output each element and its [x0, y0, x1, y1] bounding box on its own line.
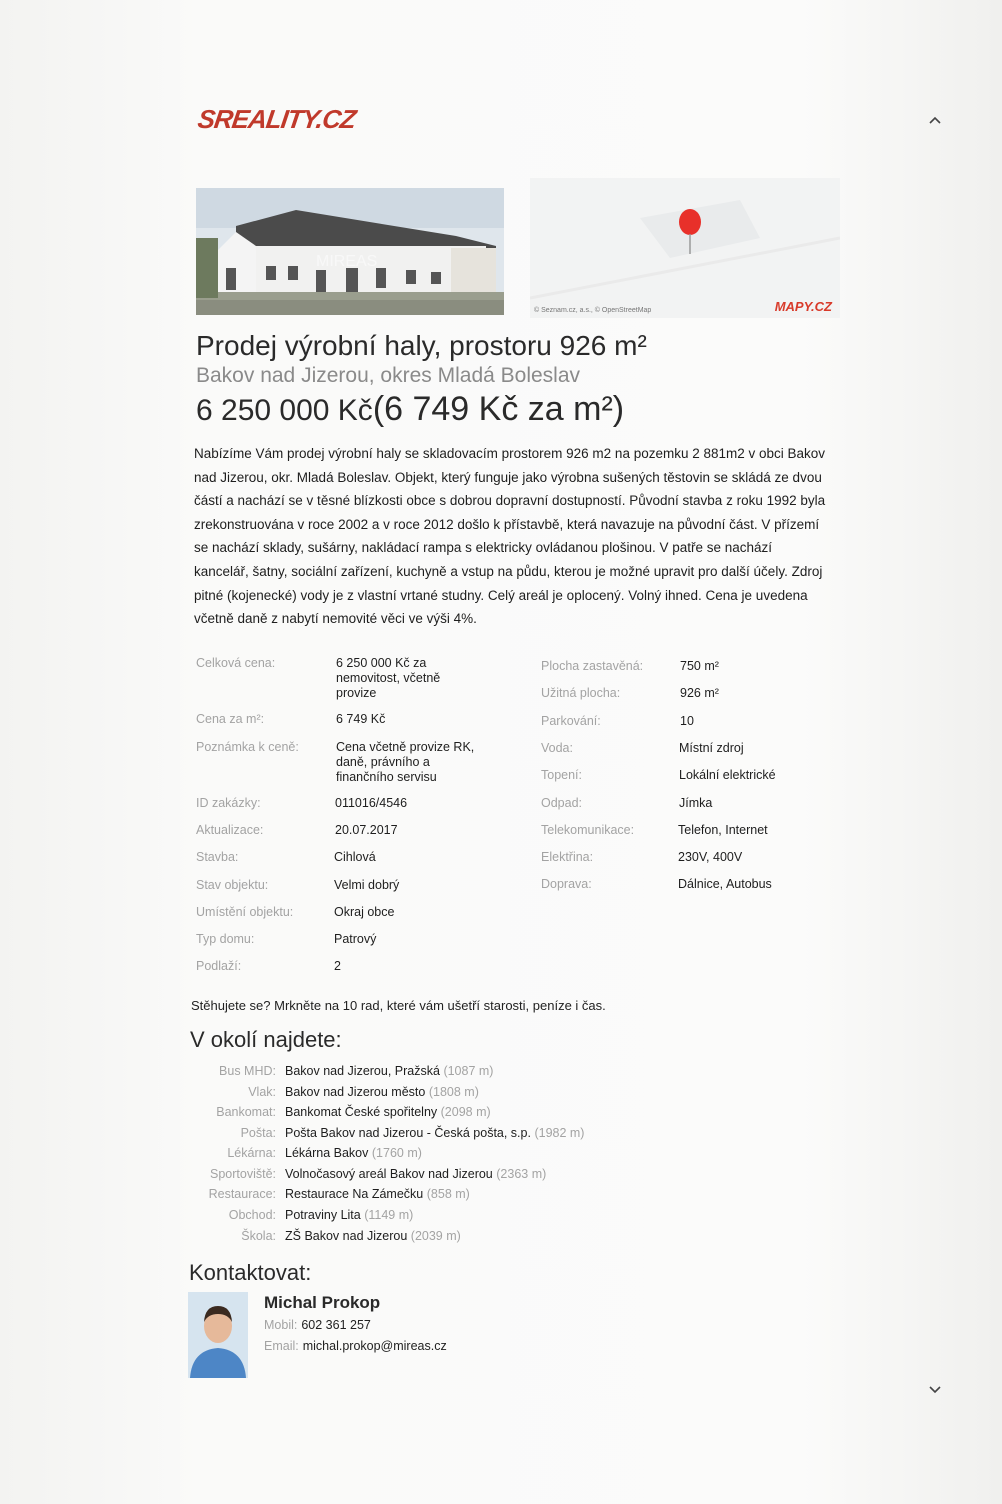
param-row	[541, 686, 719, 701]
nearby-distance: (2098 m)	[440, 1105, 491, 1119]
param-row	[196, 850, 376, 865]
param-row	[196, 656, 441, 700]
nearby-distance: (2039 m)	[410, 1229, 461, 1243]
param-row	[196, 959, 341, 974]
param-value: 2	[334, 959, 341, 973]
nearby-distance: (1087 m)	[443, 1064, 494, 1078]
param-value: Jímka	[679, 796, 713, 810]
email-link[interactable]: michal.prokop@mireas.cz	[302, 1339, 447, 1353]
chevron-up-icon[interactable]	[928, 112, 942, 128]
nearby-value: Bankomat České spořitelny	[285, 1105, 438, 1119]
nearby-label: Vlak:	[248, 1085, 276, 1099]
phone-number[interactable]: 602 361 257	[301, 1318, 371, 1332]
param-label: Cena za m²:	[196, 712, 265, 726]
param-label: Celková cena:	[196, 656, 276, 670]
email-label: Email:	[264, 1339, 299, 1353]
nearby-value: Bakov nad Jizerou město	[285, 1085, 426, 1099]
param-value: 926 m²	[680, 686, 719, 700]
agent-email	[264, 1339, 447, 1353]
nearby-label: Sportoviště:	[209, 1167, 276, 1181]
nearby-distance: (1760 m)	[371, 1146, 422, 1160]
param-label: ID zakázky:	[196, 796, 261, 810]
property-photo[interactable]	[196, 188, 504, 315]
agent-phone	[264, 1318, 371, 1332]
chevron-down-icon[interactable]	[928, 1382, 942, 1398]
map-pin-icon[interactable]	[678, 208, 702, 256]
param-value: Patrový	[334, 932, 377, 946]
nearby-value: Restaurace Na Zámečku	[285, 1187, 424, 1201]
nearby-value: Lékárna Bakov	[285, 1146, 369, 1160]
location-map[interactable]	[530, 178, 840, 318]
nearby-distance: (858 m)	[426, 1187, 470, 1201]
param-label: Umístění objektu:	[196, 905, 294, 919]
param-label: Poznámka k ceně:	[196, 740, 299, 754]
param-label: Podlaží:	[196, 959, 242, 973]
param-row	[541, 823, 768, 838]
param-label: Elektřina:	[541, 850, 594, 864]
listing-location: Bakov nad Jizerou, okres Mladá Boleslav	[196, 364, 581, 387]
param-row	[541, 796, 713, 811]
nearby-value: Potraviny Lita	[285, 1208, 361, 1222]
contact-heading: Kontaktovat:	[189, 1260, 312, 1285]
param-value: 6 250 000 Kč za nemovitost, včetně provize	[336, 656, 441, 700]
param-row	[196, 796, 408, 811]
param-value: 6 749 Kč	[336, 712, 386, 726]
param-value: Okraj obce	[334, 905, 395, 919]
param-row	[541, 768, 776, 783]
param-label: Doprava:	[541, 877, 592, 891]
nearby-value: Volnočasový areál Bakov nad Jizerou	[285, 1167, 493, 1181]
listing-price	[196, 390, 624, 429]
param-value: 011016/4546	[335, 796, 408, 810]
param-row	[196, 740, 475, 784]
agent-name: Michal Prokop	[264, 1293, 381, 1312]
map-credit[interactable]: © Seznam.cz, a.s., © OpenStreetMap	[534, 307, 652, 314]
nearby-label: Obchod:	[228, 1208, 276, 1222]
param-label: Voda:	[541, 741, 573, 755]
param-value: Cihlová	[334, 850, 376, 864]
param-value: Cena včetně provize RK, daně, právního a finančního servisu	[336, 740, 475, 784]
param-value: 10	[680, 714, 694, 728]
nearby-label: Pošta:	[240, 1126, 276, 1140]
price-per-m2: (6 749 Kč za m²)	[372, 390, 625, 428]
param-label: Typ domu:	[196, 932, 255, 946]
nearby-label: Bus MHD:	[219, 1064, 276, 1078]
param-label: Stavba:	[196, 850, 239, 864]
param-value: Místní zdroj	[679, 741, 744, 755]
param-row	[196, 823, 398, 838]
param-row	[541, 659, 719, 674]
param-value: Lokální elektrické	[679, 768, 776, 782]
param-label: Odpad:	[541, 796, 583, 810]
nearby-value: ZŠ Bakov nad Jizerou	[285, 1229, 408, 1243]
nearby-label: Restaurace:	[208, 1187, 276, 1201]
nearby-label: Škola:	[241, 1229, 276, 1243]
param-label: Užitná plocha:	[541, 686, 621, 700]
param-label: Plocha zastavěná:	[541, 659, 644, 673]
param-row	[196, 878, 400, 893]
nearby-value: Bakov nad Jizerou, Pražská	[285, 1064, 440, 1078]
nearby-heading: V okolí najdete:	[190, 1027, 342, 1052]
nearby-value: Pošta Bakov nad Jizerou - Česká pošta, s.p.	[285, 1126, 531, 1140]
param-row	[541, 877, 772, 892]
nearby-distance: (2363 m)	[496, 1167, 547, 1181]
param-label: Topení:	[541, 768, 583, 782]
param-row	[196, 712, 386, 727]
param-row	[196, 932, 377, 947]
moving-tips-link[interactable]: Stěhujete se? Mrkněte na 10 rad, které vám ušetří starosti, peníze i čas.	[191, 998, 606, 1013]
agent-avatar[interactable]	[188, 1292, 248, 1378]
nearby-distance: (1982 m)	[534, 1126, 585, 1140]
param-row	[541, 741, 744, 756]
nearby-label: Bankomat:	[216, 1105, 276, 1119]
listing-title: Prodej výrobní haly, prostoru 926 m²	[196, 330, 647, 361]
param-row	[196, 905, 395, 920]
listing-description: Nabízíme Vám prodej výrobní haly se skladovacím prostorem 926 m2 na pozemku 2 881m2 v obci Bakov nad Jizerou, okr. Mladá Boleslav. Objekt, který funguje jako výrobna sušených těstovin se skládá ze dvou částí a nachází se v těsné blízkosti obce s dobrou dopravní dostupností. Původní stavba z roku 1992 byla zrekonstruována v roce 2002 a v roce 2012 došlo k přístavbě, která navazuje na původní část. V přízemí se nachází sklady, sušárny, nakládací rampa s elektricky ovládanou plošinou. V patře se nachází kancelář, šatny, sociální zařízení, kuchyně a vstup na půdu, kterou je možné upravit pro další účely. Zdroj pitné (kojenecké) vody je z vlastní vrtané studny. Celý areál je oplocený. Volný ihned. Cena je uvedena včetně daně z nabytí nemovité věci ve výši 4%.	[194, 446, 826, 627]
param-row	[541, 714, 694, 729]
price-total: 6 250 000 Kč	[196, 394, 373, 427]
param-value: 230V, 400V	[678, 850, 743, 864]
phone-label: Mobil:	[264, 1318, 298, 1332]
sreality-logo[interactable]: SREALITY.CZ	[195, 104, 358, 134]
param-value: 20.07.2017	[335, 823, 398, 837]
photo-watermark: MIREAS	[316, 253, 378, 270]
mapy-logo[interactable]: MAPY.CZ	[774, 299, 832, 314]
param-value: 750 m²	[680, 659, 719, 673]
param-value: Telefon, Internet	[678, 823, 768, 837]
nearby-distance: (1808 m)	[428, 1085, 479, 1099]
param-label: Aktualizace:	[196, 823, 264, 837]
param-value: Velmi dobrý	[334, 878, 400, 892]
nearby-distance: (1149 m)	[364, 1208, 414, 1222]
param-label: Telekomunikace:	[541, 823, 635, 837]
param-value: Dálnice, Autobus	[678, 877, 772, 891]
param-label: Parkování:	[541, 714, 601, 728]
nearby-label: Lékárna:	[227, 1146, 276, 1160]
param-label: Stav objektu:	[196, 878, 269, 892]
param-row	[541, 850, 743, 865]
